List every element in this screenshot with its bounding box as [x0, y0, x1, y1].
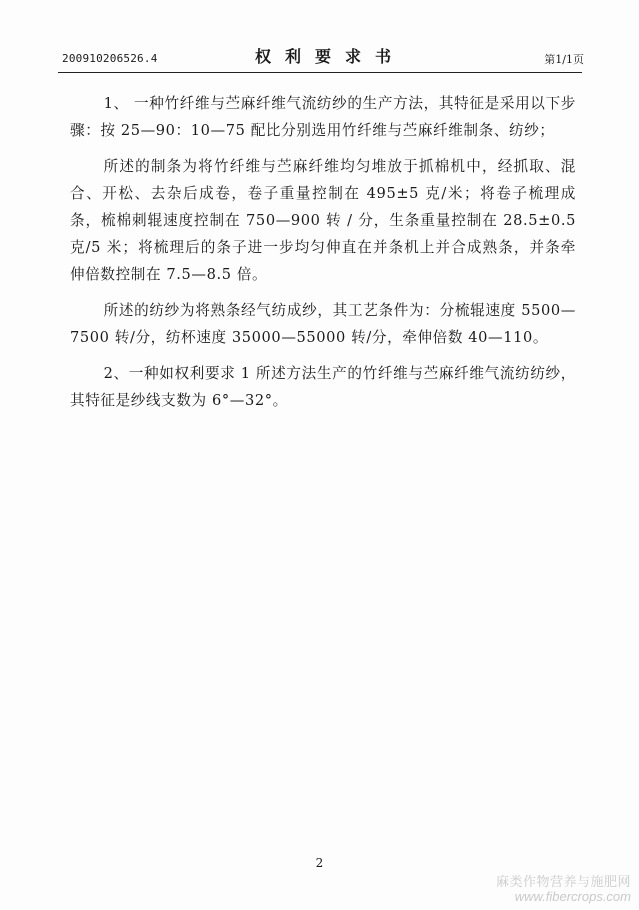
watermark-text: 麻类作物营养与施肥网	[495, 874, 631, 889]
document-title: 权利要求书	[254, 47, 405, 66]
claim-1-intro: 1、 一种竹纤维与苎麻纤维气流纺纱的生产方法，其特征是采用以下步骤：按 25—90：10—75 配比分别选用竹纤维与苎麻纤维制条、纺纱；	[70, 95, 576, 139]
page-number: 2	[315, 856, 324, 870]
claims-body	[70, 90, 576, 423]
page-header	[62, 44, 584, 68]
watermark-url: www.fibercrops.com	[514, 889, 631, 904]
claim-1-spinning: 所述的纺纱为将熟条经气纺成纱，其工艺条件为：分梳辊速度 5500—7500 转/分，纺杯速度 35000—55000 转/分，牵伸倍数 40—110。	[70, 302, 576, 346]
claim-1-sliver-making: 所述的制条为将竹纤维与苎麻纤维均匀堆放于抓棉机中，经抓取、混合、开松、去杂后成卷，卷子重量控制在 495±5 克/米；将卷子梳理成条，梳棉刺辊速度控制在 750—900 转 / 分，生条重量控制在 28.5±0.5 克/5 米；将梳理后的条子进一步均匀伸直在并条机上并合成熟条，并条牵伸倍数控制在 7.5—8.5 倍。	[70, 158, 576, 283]
site-watermark	[496, 874, 631, 904]
application-number: 200910206526.4	[62, 52, 158, 65]
header-divider	[58, 72, 582, 73]
page-indicator: 第1/1页	[544, 53, 584, 66]
claim-2: 2、一种如权利要求 1 所述方法生产的竹纤维与苎麻纤维气流纺纺纱，其特征是纱线支数为 6°—32°。	[70, 365, 576, 409]
